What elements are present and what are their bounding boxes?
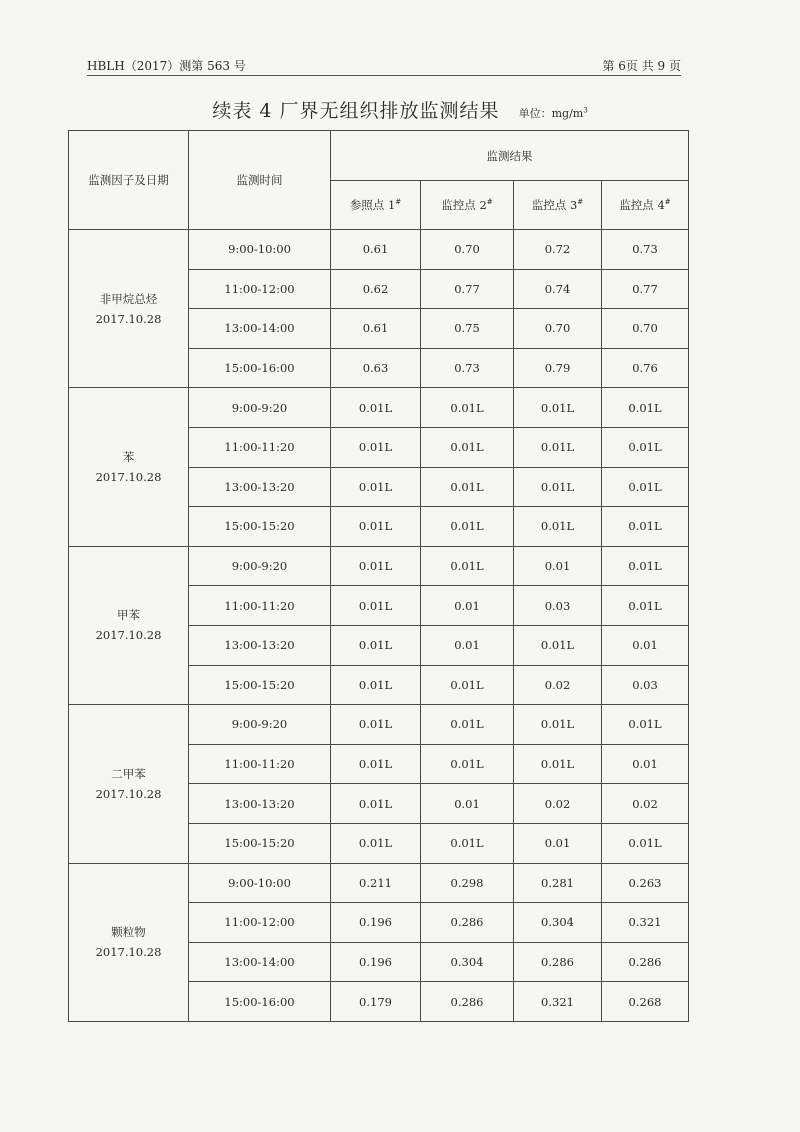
value-cell: 0.286 xyxy=(514,942,602,982)
time-cell: 13:00-13:20 xyxy=(189,625,331,665)
value-cell: 0.02 xyxy=(514,665,602,705)
value-cell: 0.01L xyxy=(331,427,421,467)
time-cell: 11:00-11:20 xyxy=(189,744,331,784)
value-cell: 0.03 xyxy=(602,665,689,705)
value-cell: 0.01L xyxy=(514,467,602,507)
page-info: 第 6页 共 9 页 xyxy=(602,59,681,73)
unit-label: 单位：$mg/m^3$ xyxy=(518,106,588,120)
time-cell: 13:00-14:00 xyxy=(189,942,331,982)
time-cell: 15:00-15:20 xyxy=(189,507,331,547)
factor-cell xyxy=(69,230,189,388)
value-cell: 0.286 xyxy=(421,982,514,1022)
factor-cell xyxy=(69,546,189,704)
col-factor-header: 监测因子及日期 xyxy=(69,131,189,230)
point-header-1: 参照点 1# xyxy=(331,181,421,230)
value-cell: 0.76 xyxy=(602,348,689,388)
value-cell: 0.02 xyxy=(602,784,689,824)
time-cell: 9:00-10:00 xyxy=(189,863,331,903)
value-cell: 0.61 xyxy=(331,230,421,270)
value-cell: 0.01L xyxy=(514,427,602,467)
value-cell: 0.61 xyxy=(331,309,421,349)
value-cell: 0.298 xyxy=(421,863,514,903)
value-cell: 0.321 xyxy=(514,982,602,1022)
factor-name: 二甲苯 xyxy=(111,766,146,781)
time-cell: 11:00-11:20 xyxy=(189,586,331,626)
time-cell: 13:00-13:20 xyxy=(189,467,331,507)
time-cell: 13:00-14:00 xyxy=(189,309,331,349)
table-row xyxy=(69,863,689,903)
value-cell: 0.01L xyxy=(514,507,602,547)
factor-cell xyxy=(69,388,189,546)
factor-name: 非甲烷总烃 xyxy=(99,291,158,306)
time-cell: 15:00-15:20 xyxy=(189,823,331,863)
value-cell: 0.01L xyxy=(602,586,689,626)
time-cell: 9:00-9:20 xyxy=(189,546,331,586)
value-cell: 0.70 xyxy=(514,309,602,349)
value-cell: 0.01L xyxy=(602,823,689,863)
value-cell: 0.01 xyxy=(514,546,602,586)
factor-name: 苯 xyxy=(122,450,135,465)
value-cell: 0.286 xyxy=(421,903,514,943)
value-cell: 0.75 xyxy=(421,309,514,349)
value-cell: 0.01L xyxy=(331,784,421,824)
value-cell: 0.01L xyxy=(514,388,602,428)
results-table xyxy=(68,130,689,1022)
table-body xyxy=(69,230,689,1022)
value-cell: 0.01L xyxy=(331,665,421,705)
value-cell: 0.281 xyxy=(514,863,602,903)
value-cell: 0.01L xyxy=(421,427,514,467)
time-cell: 15:00-15:20 xyxy=(189,665,331,705)
value-cell: 0.01 xyxy=(602,744,689,784)
time-cell: 9:00-9:20 xyxy=(189,705,331,745)
value-cell: 0.01L xyxy=(421,744,514,784)
value-cell: 0.01L xyxy=(331,823,421,863)
value-cell: 0.63 xyxy=(331,348,421,388)
header-row-1 xyxy=(69,131,689,181)
value-cell: 0.01L xyxy=(331,744,421,784)
value-cell: 0.02 xyxy=(514,784,602,824)
point-header-4: 监控点 4# xyxy=(602,181,689,230)
value-cell: 0.77 xyxy=(421,269,514,309)
value-cell: 0.196 xyxy=(331,942,421,982)
value-cell: 0.01L xyxy=(331,546,421,586)
time-cell: 11:00-12:00 xyxy=(189,903,331,943)
value-cell: 0.70 xyxy=(602,309,689,349)
factor-cell xyxy=(69,705,189,863)
value-cell: 0.01L xyxy=(421,388,514,428)
value-cell: 0.263 xyxy=(602,863,689,903)
factor-date: 2017.10.28 xyxy=(95,628,162,643)
col-results-header: 监测结果 xyxy=(331,131,689,181)
value-cell: 0.01 xyxy=(514,823,602,863)
value-cell: 0.268 xyxy=(602,982,689,1022)
value-cell: 0.79 xyxy=(514,348,602,388)
time-cell: 9:00-9:20 xyxy=(189,388,331,428)
value-cell: 0.01L xyxy=(331,507,421,547)
time-cell: 11:00-12:00 xyxy=(189,269,331,309)
page-header xyxy=(87,55,681,76)
value-cell: 0.01L xyxy=(514,744,602,784)
value-cell: 0.01L xyxy=(421,823,514,863)
value-cell: 0.01L xyxy=(421,665,514,705)
value-cell: 0.01L xyxy=(331,388,421,428)
value-cell: 0.304 xyxy=(514,903,602,943)
value-cell: 0.72 xyxy=(514,230,602,270)
factor-date: 2017.10.28 xyxy=(95,311,162,326)
value-cell: 0.01L xyxy=(421,705,514,745)
value-cell: 0.304 xyxy=(421,942,514,982)
value-cell: 0.70 xyxy=(421,230,514,270)
table-row xyxy=(69,388,689,428)
value-cell: 0.179 xyxy=(331,982,421,1022)
value-cell: 0.01L xyxy=(421,546,514,586)
table-row xyxy=(69,230,689,270)
value-cell: 0.01L xyxy=(331,705,421,745)
value-cell: 0.73 xyxy=(602,230,689,270)
value-cell: 0.01L xyxy=(514,625,602,665)
factor-cell xyxy=(69,863,189,1021)
time-cell: 15:00-16:00 xyxy=(189,982,331,1022)
value-cell: 0.01L xyxy=(421,507,514,547)
point-header-3: 监控点 3# xyxy=(514,181,602,230)
time-cell: 13:00-13:20 xyxy=(189,784,331,824)
value-cell: 0.73 xyxy=(421,348,514,388)
factor-name: 甲苯 xyxy=(117,608,140,623)
value-cell: 0.01L xyxy=(602,427,689,467)
factor-date: 2017.10.28 xyxy=(95,786,162,801)
doc-number: HBLH（2017）测第 563 号 xyxy=(87,59,246,73)
value-cell: 0.196 xyxy=(331,903,421,943)
value-cell: 0.01L xyxy=(331,586,421,626)
value-cell: 0.77 xyxy=(602,269,689,309)
value-cell: 0.01 xyxy=(602,625,689,665)
time-cell: 9:00-10:00 xyxy=(189,230,331,270)
value-cell: 0.321 xyxy=(602,903,689,943)
value-cell: 0.01L xyxy=(602,705,689,745)
value-cell: 0.01L xyxy=(331,467,421,507)
point-header-2: 监控点 2# xyxy=(421,181,514,230)
table-row xyxy=(69,705,689,745)
factor-date: 2017.10.28 xyxy=(95,945,162,960)
value-cell: 0.01L xyxy=(331,625,421,665)
value-cell: 0.62 xyxy=(331,269,421,309)
value-cell: 0.01L xyxy=(514,705,602,745)
value-cell: 0.01 xyxy=(421,586,514,626)
time-cell: 15:00-16:00 xyxy=(189,348,331,388)
factor-date: 2017.10.28 xyxy=(95,470,162,485)
value-cell: 0.01 xyxy=(421,784,514,824)
value-cell: 0.01L xyxy=(602,507,689,547)
value-cell: 0.286 xyxy=(602,942,689,982)
value-cell: 0.01L xyxy=(421,467,514,507)
title-row xyxy=(0,96,800,123)
col-time-header: 监测时间 xyxy=(189,131,331,230)
value-cell: 0.01L xyxy=(602,467,689,507)
value-cell: 0.01L xyxy=(602,546,689,586)
seal-mark xyxy=(4,570,26,720)
value-cell: 0.74 xyxy=(514,269,602,309)
table-row xyxy=(69,546,689,586)
table-title: 续表 4 厂界无组织排放监测结果 xyxy=(212,100,500,122)
value-cell: 0.03 xyxy=(514,586,602,626)
time-cell: 11:00-11:20 xyxy=(189,427,331,467)
value-cell: 0.01L xyxy=(602,388,689,428)
value-cell: 0.01 xyxy=(421,625,514,665)
factor-name: 颗粒物 xyxy=(111,925,146,940)
value-cell: 0.211 xyxy=(331,863,421,903)
